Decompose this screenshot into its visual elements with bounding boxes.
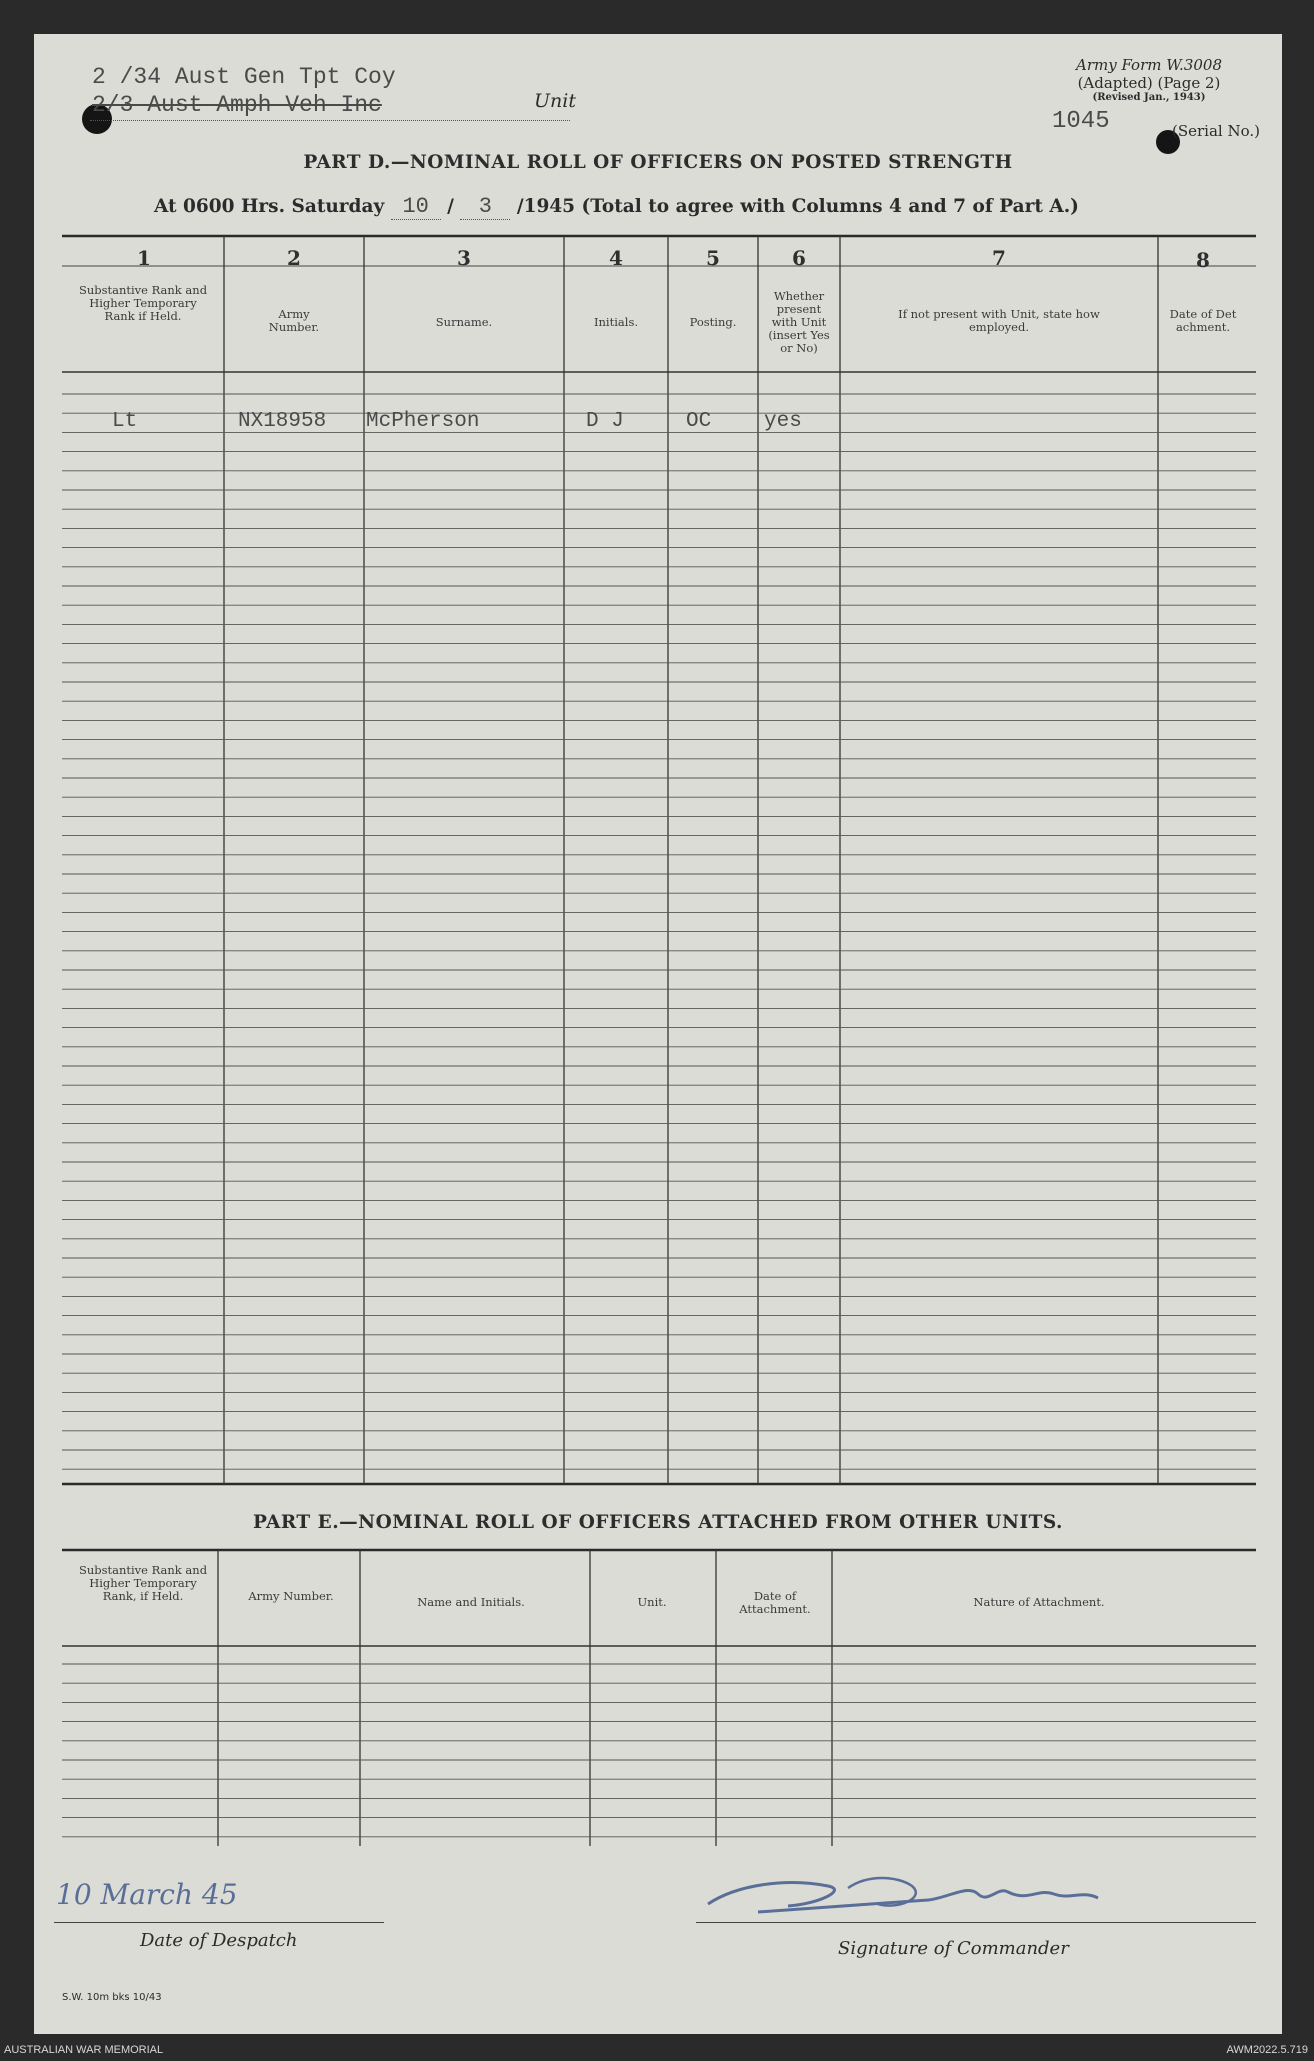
col-header-posting: Posting. <box>689 315 737 329</box>
part-e-title: PART E.—NOMINAL ROLL OF OFFICERS ATTACHED FROM OTHER UNITS. <box>252 1512 1064 1533</box>
unit-line-1: 2 /34 Aust Gen Tpt Coy <box>92 64 396 90</box>
cell-initials: D J <box>586 410 624 433</box>
form-adapted: (Adapted) (Page 2) <box>1077 74 1221 92</box>
unit-line-2: 2/3 Aust Amph Veh Inc <box>92 92 382 118</box>
part-e-header-army-number: Army Number. <box>248 1589 334 1603</box>
cell-army-number: NX18958 <box>238 410 327 433</box>
serial-label: (Serial No.) <box>1172 122 1260 140</box>
cell-surname: McPherson <box>366 410 480 433</box>
archive-right: AWM2022.5.719 <box>1226 2044 1308 2056</box>
archive-left: AUSTRALIAN WAR MEMORIAL <box>4 2044 164 2056</box>
part-e-header-date: Date of Attachment. <box>739 1589 811 1616</box>
form-page <box>34 34 1282 2034</box>
despatch-label: Date of Despatch <box>140 1930 298 1951</box>
table-row <box>34 410 1282 440</box>
col-number-2: 2 <box>287 246 301 270</box>
col-header-rank: Substantive Rank and Higher Temporary Rank if Held. <box>78 283 208 323</box>
col-number-3: 3 <box>457 246 471 270</box>
col-number-5: 5 <box>706 246 720 270</box>
col-header-present: Whether present with Unit (insert Yes or No) <box>768 289 830 355</box>
col-number-6: 6 <box>792 246 806 270</box>
col-number-7: 7 <box>992 246 1006 270</box>
date-sep: / <box>447 196 454 217</box>
part-e-header-unit: Unit. <box>637 1595 667 1609</box>
col-header-detachment: Date of Detachment. <box>1169 307 1237 334</box>
commander-signature <box>698 1864 1118 1934</box>
col-header-initials: Initials. <box>593 315 639 329</box>
date-month: 3 <box>460 194 510 220</box>
date-suffix: (Total to agree with Columns 4 and 7 of Part A.) <box>581 196 1079 217</box>
date-prefix: At 0600 Hrs. Saturday <box>154 196 385 217</box>
date-year: /1945 <box>516 196 576 217</box>
serial-value: 1045 <box>1052 108 1110 135</box>
col-number-8: 8 <box>1196 248 1210 272</box>
commander-label: Signature of Commander <box>838 1938 1069 1959</box>
form-name: Army Form W.3008 <box>1076 56 1222 74</box>
col-number-4: 4 <box>609 246 623 270</box>
part-d-title: PART D.—NOMINAL ROLL OF OFFICERS ON POSTED STRENGTH <box>303 152 1013 173</box>
part-e-header-rank: Substantive Rank and Higher Temporary Rank, if Held. <box>78 1563 208 1603</box>
unit-label: Unit <box>534 90 576 112</box>
print-code: S.W. 10m bks 10/43 <box>62 1992 162 2003</box>
cell-rank: Lt <box>112 410 138 433</box>
despatch-underline <box>54 1922 384 1923</box>
date-day: 10 <box>391 194 441 220</box>
col-number-1: 1 <box>137 246 151 270</box>
col-header-surname: Surname. <box>435 315 493 329</box>
signature-underline <box>696 1922 1256 1923</box>
part-e-header-nature: Nature of Attachment. <box>973 1595 1105 1609</box>
form-revised: (Revised Jan., 1943) <box>1092 92 1206 103</box>
archive-footer <box>0 2040 1314 2061</box>
part-e-header-name: Name and Initials. <box>417 1595 525 1609</box>
col-header-army-number: Army Number. <box>268 307 320 334</box>
cell-present: yes <box>764 410 802 433</box>
col-header-employed: If not present with Unit, state how employed. <box>898 307 1100 334</box>
cell-posting: OC <box>686 410 712 433</box>
despatch-date-handwritten: 10 March 45 <box>56 1878 238 1911</box>
